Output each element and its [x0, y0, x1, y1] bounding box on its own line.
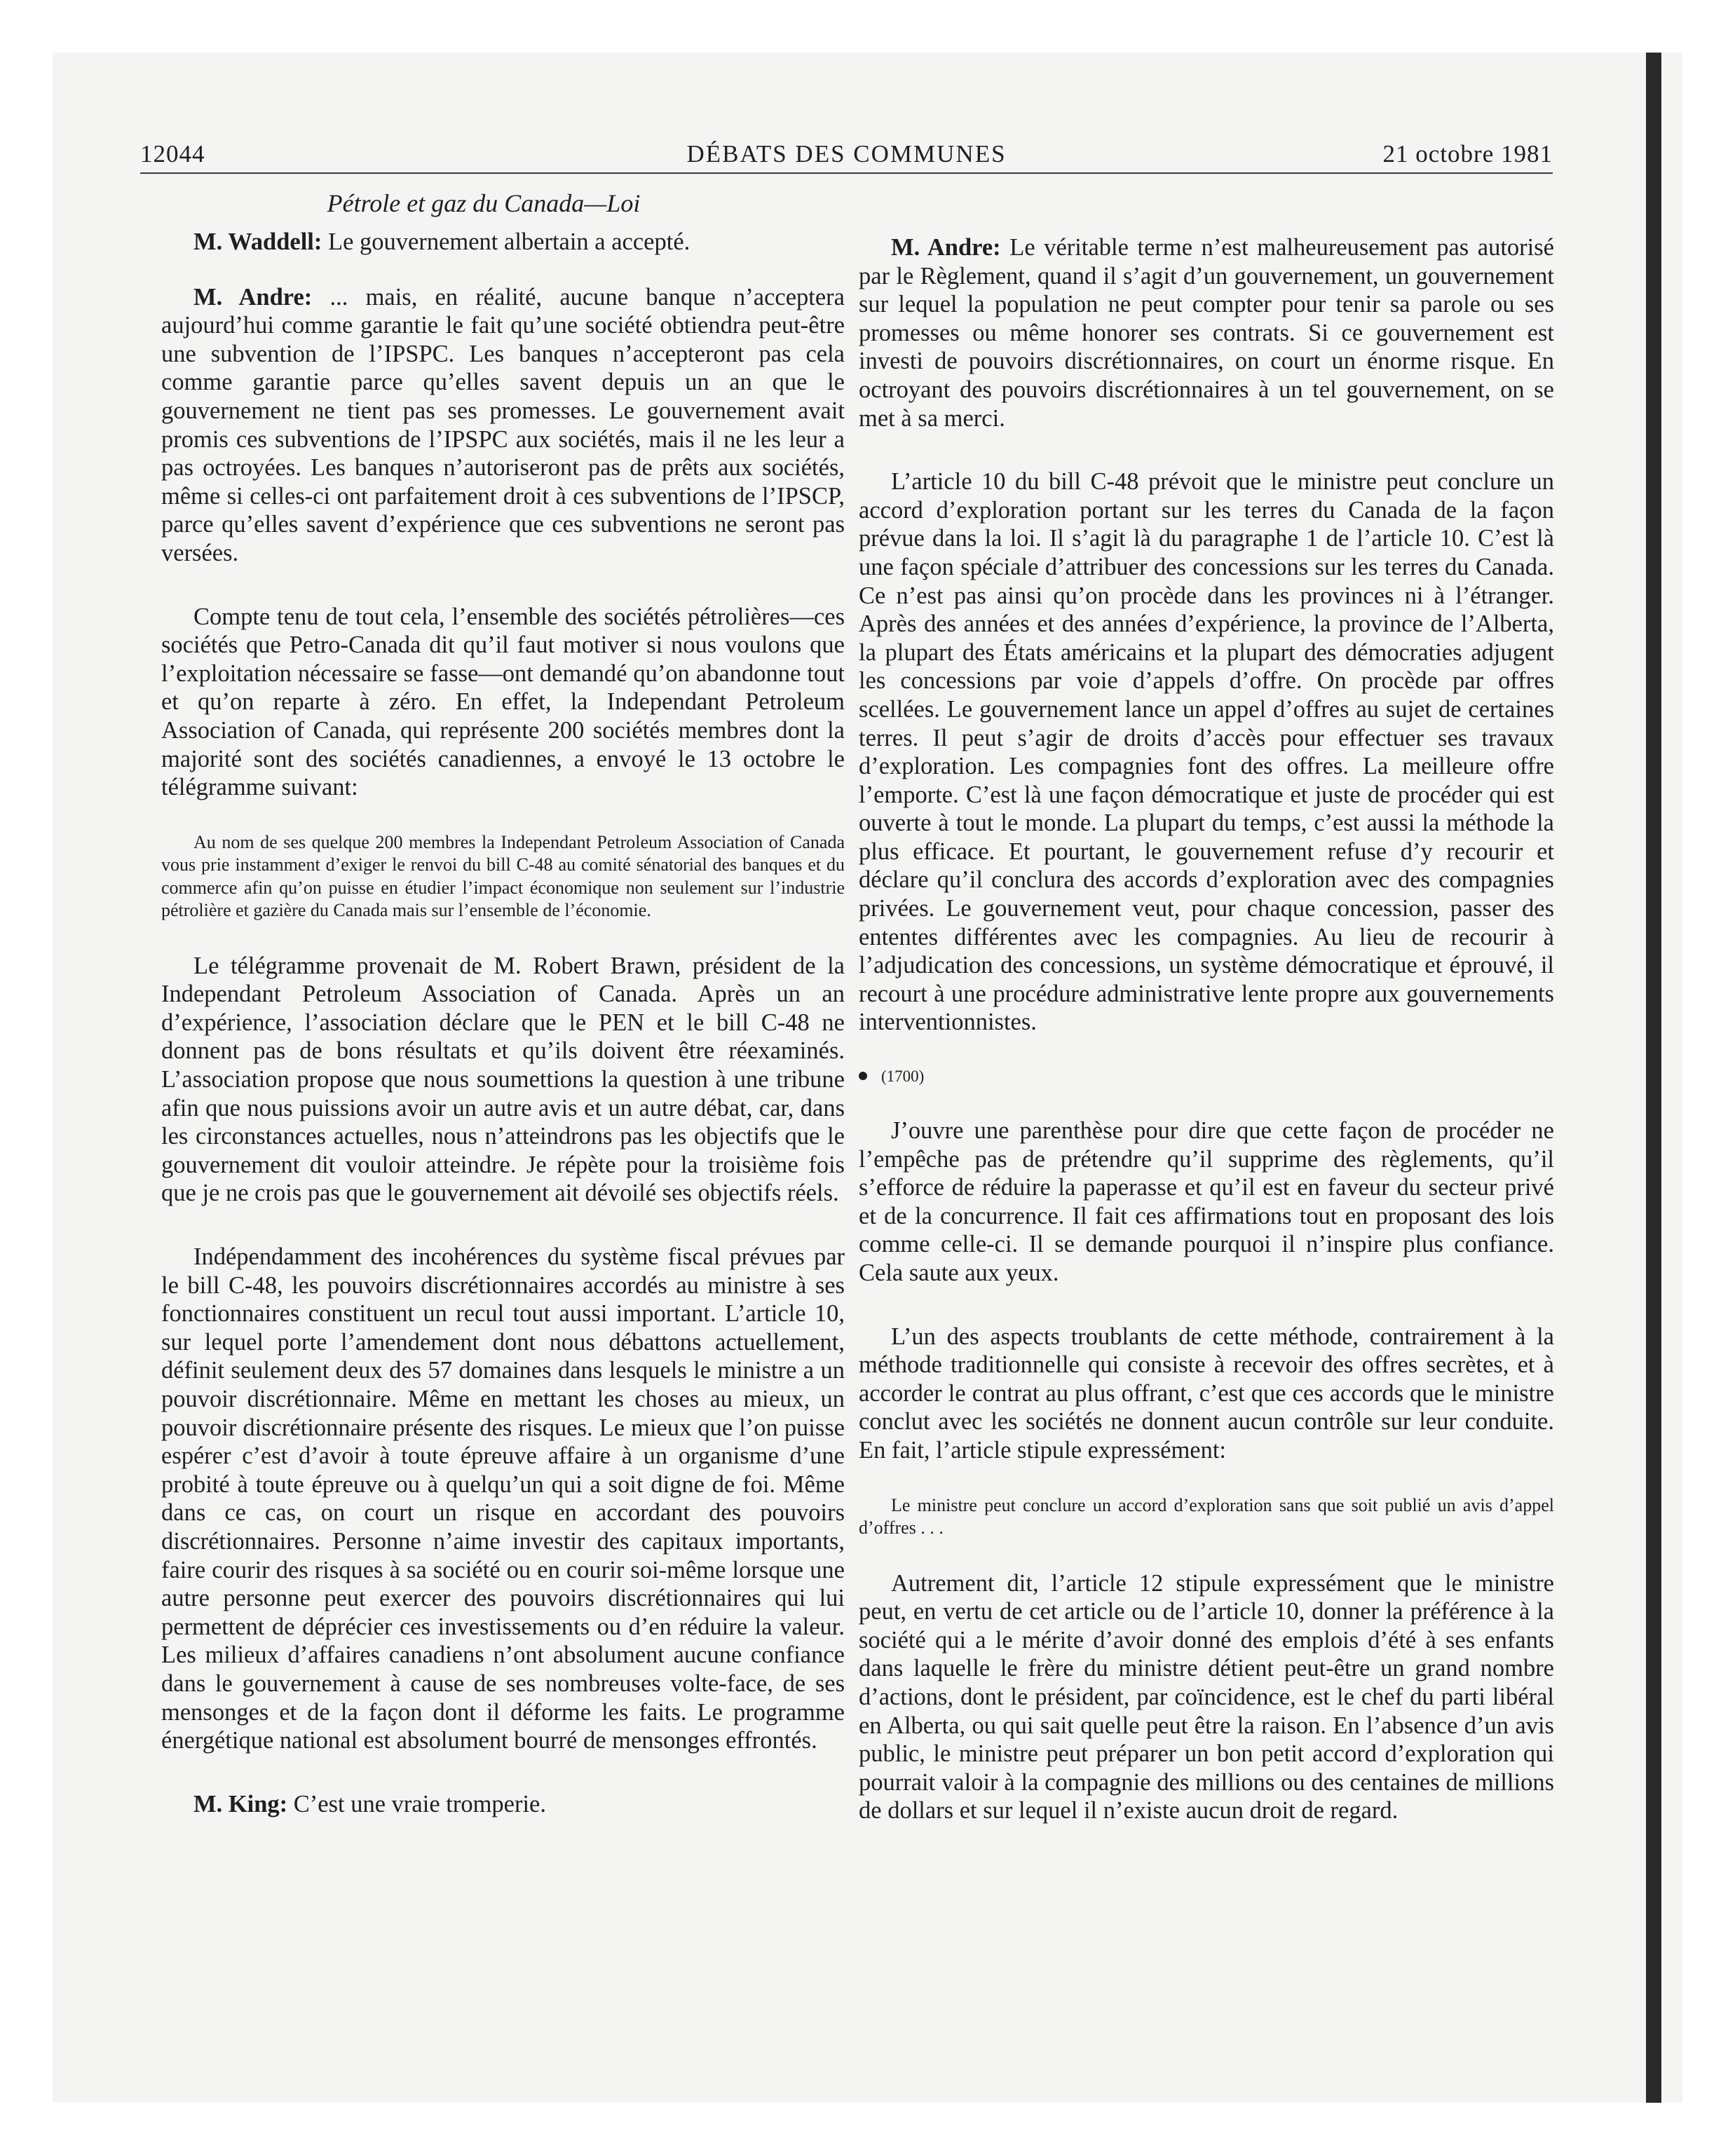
publication-title: DÉBATS DES COMMUNES [686, 140, 1007, 168]
paragraph-text: C’est une vraie tromperie. [293, 1790, 546, 1817]
left-column [161, 228, 845, 1818]
speaker-name: M. Waddell: [193, 228, 322, 255]
page-header [140, 140, 1553, 168]
paragraph: Autrement dit, l’article 12 stipule expressément que le ministre peut, en vertu de cet article ou de l’article 10, donner la préférence à la société qui a le mérite d’avoir donné des emplois d’été à ses enfants dans laquelle le frère du ministre détient peut-être un grand nombre d’actions, dont le président, par coïncidence, est le chef du parti libéral en Alberta, ou qui sait quelle peut être la raison. En l’absence d’un avis public, le ministre peut préparer un bon petit accord d’exploration qui pourrait valoir à la compagnie des millions ou des centaines de millions de dollars et sur lequel il n’existe aucun droit de regard. [859, 1569, 1554, 1824]
page-date: 21 octobre 1981 [1382, 140, 1553, 168]
paragraph-text: ... mais, en réalité, aucune banque n’acceptera aujourd’hui comme garantie le fait qu’une société obtiendra peut-être une subvention de l’IPSPC. Les banques n’accepteront pas cela comme garantie parce qu’elles savent depuis un an que le gouvernement ne tient pas ses promesses. Le gouvernement avait promis ces subventions de l’IPSPC aux sociétés, mais il ne les leur a pas octroyées. Les banques n’autoriseront pas de prêts aux sociétés, même si celles-ci ont parfaitement droit à ces subventions de l’IPSCP, parce qu’elles savent d’expérience que ces subventions ne seront pas versées. [161, 283, 845, 566]
paragraph: L’article 10 du bill C-48 prévoit que le ministre peut conclure un accord d’exploration portant sur les terres du Canada de la façon prévue dans la loi. Il s’agit là du paragraphe 1 de l’article 10. C’est là une façon spéciale d’attribuer des concessions sur les terres du Canada. Ce n’est pas ainsi qu’on procède dans les provinces ni à l’étranger. Après des années et des années d’expérience, la province de l’Alberta, la plupart des États américains et la plupart des démocraties adjugent les concessions par voie d’appels d’offre. On procède par offres scellées. Le gouvernement lance un appel d’offres au sujet de certaines terres. Il peut s’agir de droits d’accès pour effectuer ses travaux d’exploration. Les compagnies font des offres. La meilleure offre l’emporte. C’est là une façon démocratique et juste de procéder qui est ouverte à tout le monde. La plupart du temps, c’est aussi la méthode la plus efficace. Et pourtant, le gouvernement refuse d’y recourir et déclare qu’il conclura des accords d’exploration avec des compagnies privées. Le gouvernement veut, pour chaque concession, passer des ententes différentes avec les compagnies. Au lieu de recourir à l’adjudication des concessions, un système démocratique et éprouvé, il recourt à une procédure administrative lente propre aux gouvernements interventionnistes. [859, 468, 1554, 1036]
paragraph [161, 283, 845, 568]
paragraph-text: Le véritable terme n’est malheureusement pas autorisé par le Règlement, quand il s’agit d’un gouvernement, un gouvernement sur lequel la population ne peut compter pour tenir sa parole ou ses promesses ou même honorer ses contrats. Si ce gouvernement est investi de pouvoirs discrétionnaires, on court un énorme risque. En octroyant des pouvoirs discrétionnaires à un tel gouvernement, on se met à sa merci. [859, 234, 1554, 432]
time-marker-text: (1700) [881, 1067, 925, 1086]
paragraph [859, 233, 1554, 432]
paragraph [161, 1790, 845, 1819]
speaker-name: M. Andre: [891, 234, 1001, 261]
speaker-name: M. King: [193, 1790, 288, 1817]
quoted-telegram: Au nom de ses quelque 200 membres la Independant Petroleum Association of Canada vous prie instamment d’exiger le renvoi du bill C-48 au comité sénatorial des banques et du commerce afin qu’on puisse en étudier l’impact économique non seulement sur l’industrie pétrolière et gazière du Canada mais sur l’ensemble de l’économie. [161, 831, 845, 921]
bullet-icon [859, 1072, 867, 1080]
time-marker [859, 1066, 1554, 1087]
paragraph: J’ouvre une parenthèse pour dire que cette façon de procéder ne l’empêche pas de prétendre qu’il supprime des règlements, qu’il s’efforce de réduire la paperasse et qu’il est en faveur du secteur privé et de la concurrence. Il fait ces affirmations tout en proposant des lois comme celle-ci. Il se demande pourquoi il n’inspire plus confiance. Cela saute aux yeux. [859, 1117, 1554, 1286]
paragraph-text: Le gouvernement albertain a accepté. [328, 228, 690, 255]
section-subhead: Pétrole et gaz du Canada—Loi [327, 189, 641, 217]
quoted-article: Le ministre peut conclure un accord d’exploration sans que soit publié un avis d’appel d’offres . . . [859, 1494, 1554, 1538]
scan-edge-shadow [1646, 53, 1661, 2103]
paragraph: Indépendamment des incohérences du système fiscal prévues par le bill C-48, les pouvoirs discrétionnaires accordés au ministre à ses fonctionnaires constituent un recul tout aussi important. L’article 10, sur lequel porte l’amendement dont nous débattons actuellement, définit seulement deux des 57 domaines dans lesquels le ministre a un pouvoir discrétionnaire. Même en mettant les choses au mieux, un pouvoir discrétionnaire présente des risques. Le mieux que l’on puisse espérer c’est d’avoir à toute épreuve affaire à un organisme d’une probité à toute épreuve ou à quelqu’un qui a soit digne de foi. Même dans ce cas, on court un risque en accordant des pouvoirs discrétionnaires. Personne n’aime investir des capitaux importants, faire courir des risques à sa société ou en courir soi-même lorsque une autre personne peut exercer des pouvoirs discrétionnaires qui lui permettent de déprécier ces investissements ou d’en réduire la valeur. Les milieux d’affaires canadiens n’ont absolument aucune confiance dans le gouvernement à cause de ses nombreuses volte-face, de ses mensonges et de la façon dont il déforme les faits. Le programme énergétique national est absolument bourré de mensonges effrontés. [161, 1243, 845, 1754]
paragraph: Compte tenu de tout cela, l’ensemble des sociétés pétrolières—ces sociétés que Petro-Canada dit qu’il faut motiver si nous voulons que l’exploitation nécessaire se fasse—ont demandé qu’on abandonne tout et qu’on reparte à zéro. En effet, la Independant Petroleum Association of Canada, qui représente 200 sociétés membres dont la majorité sont des sociétés canadiennes, a envoyé le 13 octobre le télégramme suivant: [161, 603, 845, 801]
paragraph: L’un des aspects troublants de cette méthode, contrairement à la méthode traditionnelle qui consiste à recevoir des offres secrètes, et à accorder le contrat au plus offrant, c’est que ces accords que le ministre conclut avec les sociétés ne donnent aucun contrôle sur leur conduite. En fait, l’article stipule expressément: [859, 1323, 1554, 1464]
speaker-name: M. Andre: [193, 283, 313, 311]
right-column [859, 233, 1554, 1825]
page-number: 12044 [140, 140, 205, 168]
header-rule [140, 172, 1553, 174]
paragraph: Le télégramme provenait de M. Robert Brawn, président de la Independant Petroleum Association of Canada. Après un an d’expérience, l’association déclare que le PEN et le bill C-48 ne donnent pas de bons résultats et qu’ils doivent être réexaminés. L’association propose que nous soumettions la question à une tribune afin que nous puissions avoir un autre avis et un autre débat, car, dans les circonstances actuelles, nous n’atteindrons pas les objectifs que le gouvernement dit vouloir atteindre. Je répète pour la troisième fois que je ne crois pas que le gouvernement ait dévoilé ses objectifs réels. [161, 952, 845, 1207]
paragraph [161, 228, 845, 257]
